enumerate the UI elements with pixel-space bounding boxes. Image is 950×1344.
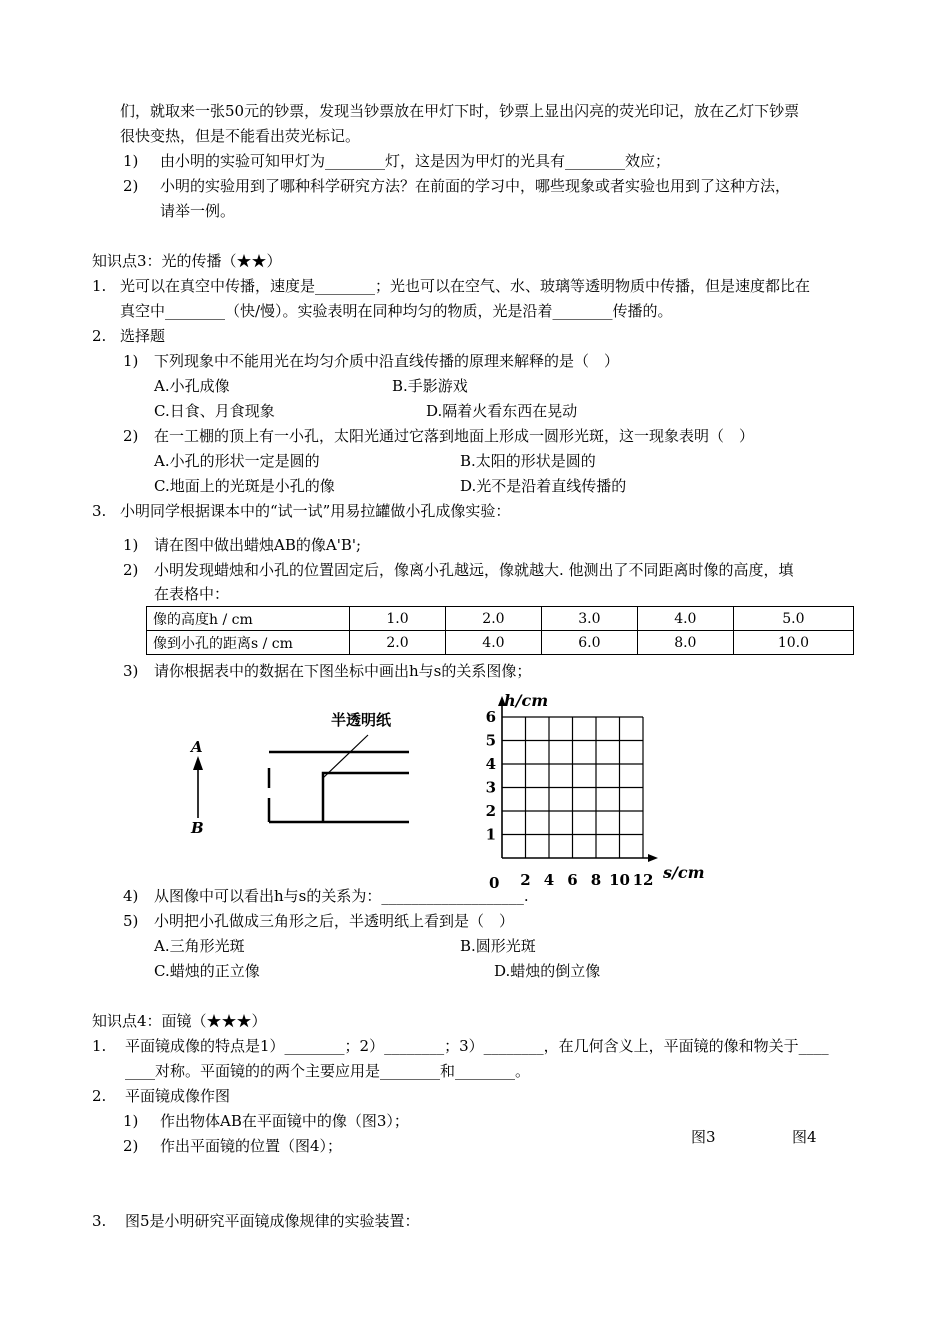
x-tick-label: 6 (567, 871, 578, 889)
kp4-item1-number: 1. (92, 1037, 107, 1055)
x-axis-label: s/cm (663, 863, 705, 882)
x-tick-label: 8 (590, 871, 602, 889)
table-cell: 2.0 (445, 607, 541, 631)
kp3-sub1-option-b: B.手影游戏 (392, 377, 468, 395)
kp4-sub2-number: 2) (123, 1137, 139, 1155)
kp3-sub1-option-a: A.小孔成像 (154, 377, 230, 395)
table-row-label: 像到小孔的距离s / cm (147, 631, 350, 655)
kp4-title: 知识点4：面镜（★★★） (92, 1012, 267, 1030)
table-row-label: 像的高度h / cm (147, 607, 350, 631)
paper-label: 半透明纸 (331, 711, 392, 729)
data-table (146, 606, 854, 655)
kp3-item1-line1: 光可以在真空中传播，速度是________；光也可以在空气、水、玻璃等透明物质中传播，但是速度都比在 (120, 277, 811, 295)
kp4-item3-number: 3. (92, 1212, 107, 1230)
table-cell: 6.0 (541, 631, 637, 655)
kp3-sub2-question: 在一工棚的顶上有一小孔，太阳光通过它落到地面上形成一圆形光斑，这一现象表明（ ） (154, 427, 755, 445)
x-tick-label: 10 (609, 871, 630, 889)
intro-q2-number: 2) (123, 177, 139, 195)
kp3-q3-1-text: 请在图中做出蜡烛AB的像A'B'; (154, 536, 362, 554)
kp3-item2-title: 选择题 (120, 327, 166, 345)
candle-arrowhead (193, 756, 203, 770)
table-cell: 5.0 (733, 607, 853, 631)
pinhole-figure (180, 700, 420, 850)
kp3-q3-5-option-d: D.蜡烛的倒立像 (494, 962, 601, 980)
x-tick-label: 4 (543, 871, 555, 889)
table-row (147, 631, 854, 655)
table-cell: 2.0 (350, 631, 446, 655)
y-tick-label: 1 (485, 825, 496, 844)
kp3-q3-2-text-cont: 在表格中： (154, 585, 230, 603)
kp3-sub2-option-d: D.光不是沿着直线传播的 (460, 477, 627, 495)
kp3-q3-3-number: 3) (123, 662, 139, 680)
inner-tube (323, 773, 409, 822)
table-cell: 10.0 (733, 631, 853, 655)
kp3-item3-number: 3. (92, 502, 107, 520)
kp3-item3-text: 小明同学根据课本中的“试一试”用易拉罐做小孔成像实验： (120, 502, 511, 520)
kp4-item1-line2: ____对称。平面镜的的两个主要应用是________和________。 (125, 1062, 531, 1080)
kp3-sub2-option-a: A.小孔的形状一定是圆的 (154, 452, 320, 470)
figure-4-label: 图4 (792, 1128, 817, 1146)
kp4-sub2-text: 作出平面镜的位置（图4）； (160, 1137, 343, 1155)
kp4-item1-line1: 平面镜成像的特点是1）________；2）________；3）________，在几何含义上，平面镜的像和物关于____ (125, 1037, 829, 1055)
kp3-q3-4-number: 4) (123, 887, 139, 905)
kp4-sub1-number: 1) (123, 1112, 139, 1130)
y-tick-label: 6 (485, 708, 496, 726)
intro-q1-text: 由小明的实验可知甲灯为________灯，这是因为甲灯的光具有________效应； (160, 152, 671, 170)
table-cell: 3.0 (541, 607, 637, 631)
y-tick-label: 5 (485, 731, 496, 750)
intro-q2-text: 小明的实验用到了哪种科学研究方法？在前面的学习中，哪些现象或者实验也用到了这种方法， (160, 177, 791, 195)
kp4-item2-title: 平面镜成像作图 (125, 1087, 231, 1105)
coordinate-grid-chart (470, 686, 720, 896)
x-tick-label: 2 (520, 871, 531, 889)
kp3-sub1-option-d: D.隔着火看东西在晃动 (426, 402, 578, 420)
figure-3-label: 图3 (691, 1128, 716, 1146)
y-tick-label: 2 (485, 802, 496, 820)
table-cell: 1.0 (350, 607, 446, 631)
y-tick-label: 4 (485, 755, 496, 773)
kp3-q3-5-option-a: A.三角形光斑 (154, 937, 245, 955)
kp3-item1-line2: 真空中________（快/慢）。实验表明在同种均匀的物质，光是沿着________传播的。 (120, 302, 673, 320)
table-cell: 4.0 (637, 607, 733, 631)
kp3-title: 知识点3：光的传播（★★） (92, 252, 282, 270)
kp4-item3-text: 图5是小明研究平面镜成像规律的实验装置： (125, 1212, 420, 1230)
intro-line-1: 们，就取来一张50元的钞票，发现当钞票放在甲灯下时，钞票上显出闪亮的荧光印记，放在乙灯下钞票 (120, 102, 800, 120)
kp4-sub1-text: 作出物体AB在平面镜中的像（图3）； (160, 1112, 409, 1130)
x-axis-arrowhead (648, 854, 658, 862)
kp3-q3-5-text: 小明把小孔做成三角形之后，半透明纸上看到是（ ） (154, 912, 515, 930)
table-cell: 8.0 (637, 631, 733, 655)
x-tick-label: 12 (632, 871, 654, 889)
kp3-item2-number: 2. (92, 327, 107, 345)
kp3-q3-4-text: 从图像中可以看出h与s的关系为：___________________. (154, 887, 529, 905)
kp3-q3-2-number: 2) (123, 561, 139, 579)
intro-q1-number: 1) (123, 152, 139, 170)
kp3-sub2-option-c: C.地面上的光斑是小孔的像 (154, 477, 335, 495)
table-cell: 4.0 (445, 631, 541, 655)
y-tick-label: 3 (485, 778, 496, 797)
paper-pointer-line (323, 735, 368, 778)
point-a-label: A (191, 738, 203, 756)
kp3-item1-number: 1. (92, 277, 107, 295)
kp3-q3-5-number: 5) (123, 912, 139, 930)
intro-line-2: 很快变热，但是不能看出荧光标记。 (120, 127, 361, 145)
kp4-item2-number: 2. (92, 1087, 107, 1105)
point-b-label: B (191, 819, 204, 837)
kp3-sub2-option-b: B.太阳的形状是圆的 (460, 452, 596, 470)
kp3-sub1-number: 1) (123, 352, 139, 370)
origin-label: 0 (489, 874, 500, 892)
table-row (147, 607, 854, 631)
y-axis-label: h/cm (504, 691, 549, 710)
intro-q2-text-cont: 请举一例。 (160, 202, 236, 220)
kp3-q3-3-text: 请你根据表中的数据在下图坐标中画出h与s的关系图像； (154, 662, 532, 680)
kp3-q3-2-text: 小明发现蜡烛和小孔的位置固定后，像离小孔越远，像就越大. 他测出了不同距离时像的高度，填 (154, 561, 794, 579)
kp3-q3-5-option-c: C.蜡烛的正立像 (154, 962, 260, 980)
kp3-sub2-number: 2) (123, 427, 139, 445)
kp3-q3-5-option-b: B.圆形光斑 (460, 937, 536, 955)
kp3-sub1-option-c: C.日食、月食现象 (154, 402, 275, 420)
kp3-sub1-question: 下列现象中不能用光在均匀介质中沿直线传播的原理来解释的是（ ） (154, 352, 620, 370)
kp3-q3-1-number: 1) (123, 536, 139, 554)
